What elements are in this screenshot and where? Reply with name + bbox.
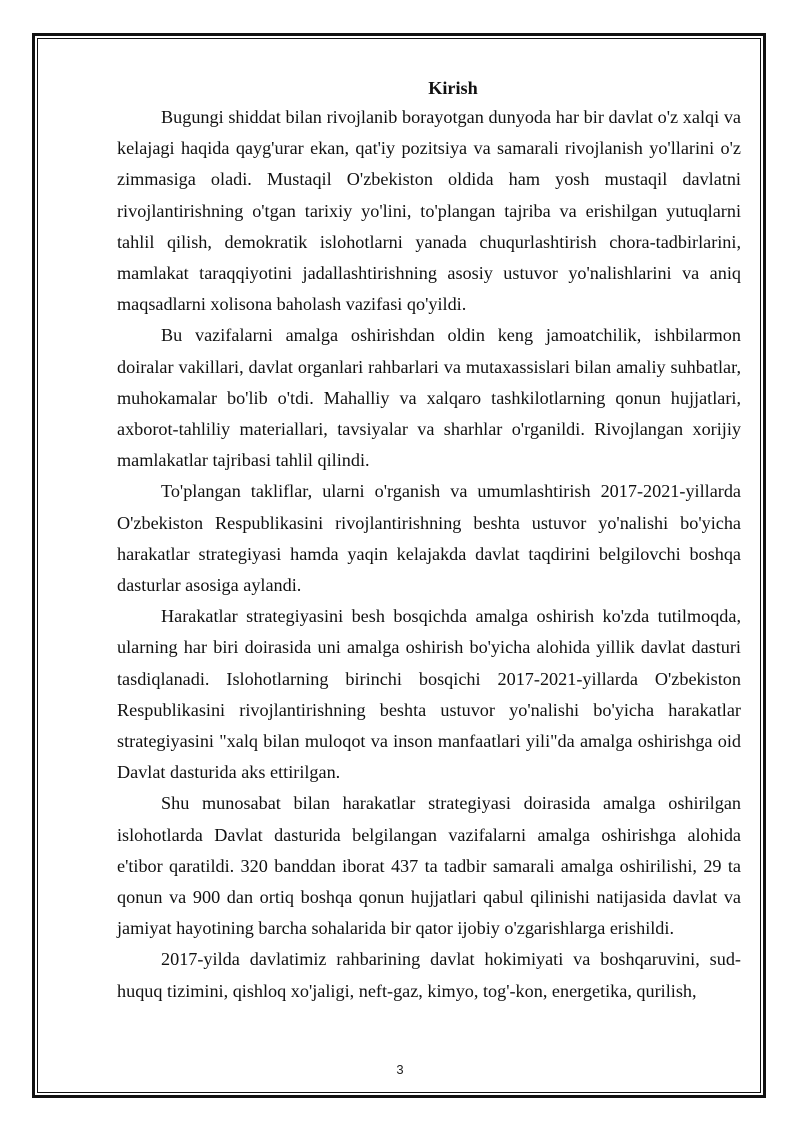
paragraph: Bugungi shiddat bilan rivojlanib borayotgan dunyoda har bir davlat o'z xalqi va kelajagi haqida qayg'urar ekan, qat'iy pozitsiya va samarali rivojlanish yo'llarini o'z zimmasiga oladi. Mustaqil O'zbekiston oldida ham yosh mustaqil davlatni rivojlantirishning o'tgan tarixiy yo'lini, to'plangan tajriba va erishilgan yutuqlarni tahlil qilish, demokratik islohotlarni yanada chuqurlashtirish chora-tadbirlarini, mamlakat taraqqiyotini jadallashtirishning asosiy ustuvor yo'nalishlarini va aniq maqsadlarni xolisona baholash vazifasi qo'yildi.	[117, 107, 741, 315]
paragraph: Bu vazifalarni amalga oshirishdan oldin keng jamoatchilik, ishbilarmon doiralar vakillari, davlat organlari rahbarlari va mutaxassislari bilan amaliy suhbatlar, muhokamalar bo'lib o'tdi. Mahalliy va xalqaro tashkilotlarning qonun hujjatlari, axborot-tahliliy materiallari, tavsiyalar va sharhlar o'rganildi. Rivojlangan xorijiy mamlakatlar tajribasi tahlil qilindi.	[117, 325, 741, 471]
paragraph: Shu munosabat bilan harakatlar strategiyasi doirasida amalga oshirilgan islohotlarda Davlat dasturida belgilangan vazifalarni amalga oshirishga alohida e'tibor qaratildi. 320 banddan iborat 437 ta tadbir samarali amalga oshirilishi, 29 ta qonun va 900 dan ortiq boshqa qonun hujjatlari qabul qilinishi natijasida davlat va jamiyat hayotining barcha sohalarida bir qator ijobiy o'zgarishlarga erishildi.	[117, 793, 741, 939]
paragraph: Harakatlar strategiyasini besh bosqichda amalga oshirish ko'zda tutilmoqda, ularning har biri doirasida uni amalga oshirish bo'yicha alohida yillik davlat dasturi tasdiqlanadi. Islohotlarning birinchi bosqichi 2017-2021-yillarda O'zbekiston Respublikasini rivojlantirishning beshta ustuvor yo'nalishi bo'yicha harakatlar strategiyasini "xalq bilan muloqot va inson manfaatlari yili"da amalga oshirishga oid Davlat dasturida aks ettirilgan.	[117, 606, 741, 783]
paragraph: To'plangan takliflar, ularni o'rganish va umumlashtirish 2017-2021-yillarda O'zbekiston Respublikasini rivojlantirishning beshta ustuvor yo'nalishi bo'yicha harakatlar strategiyasi hamda yaqin kelajakda davlat taqdirini belgilovchi boshqa dasturlar asosiga aylandi.	[117, 481, 741, 596]
paragraph: 2017-yilda davlatimiz rahbarining davlat hokimiyati va boshqaruvini, sud-huquq tizimini, qishloq xo'jaligi, neft-gaz, kimyo, tog'-kon, energetika, qurilish,	[117, 949, 741, 1001]
document-body	[117, 74, 741, 1007]
document-title: Kirish	[428, 78, 478, 98]
page-number: 3	[396, 1062, 404, 1077]
